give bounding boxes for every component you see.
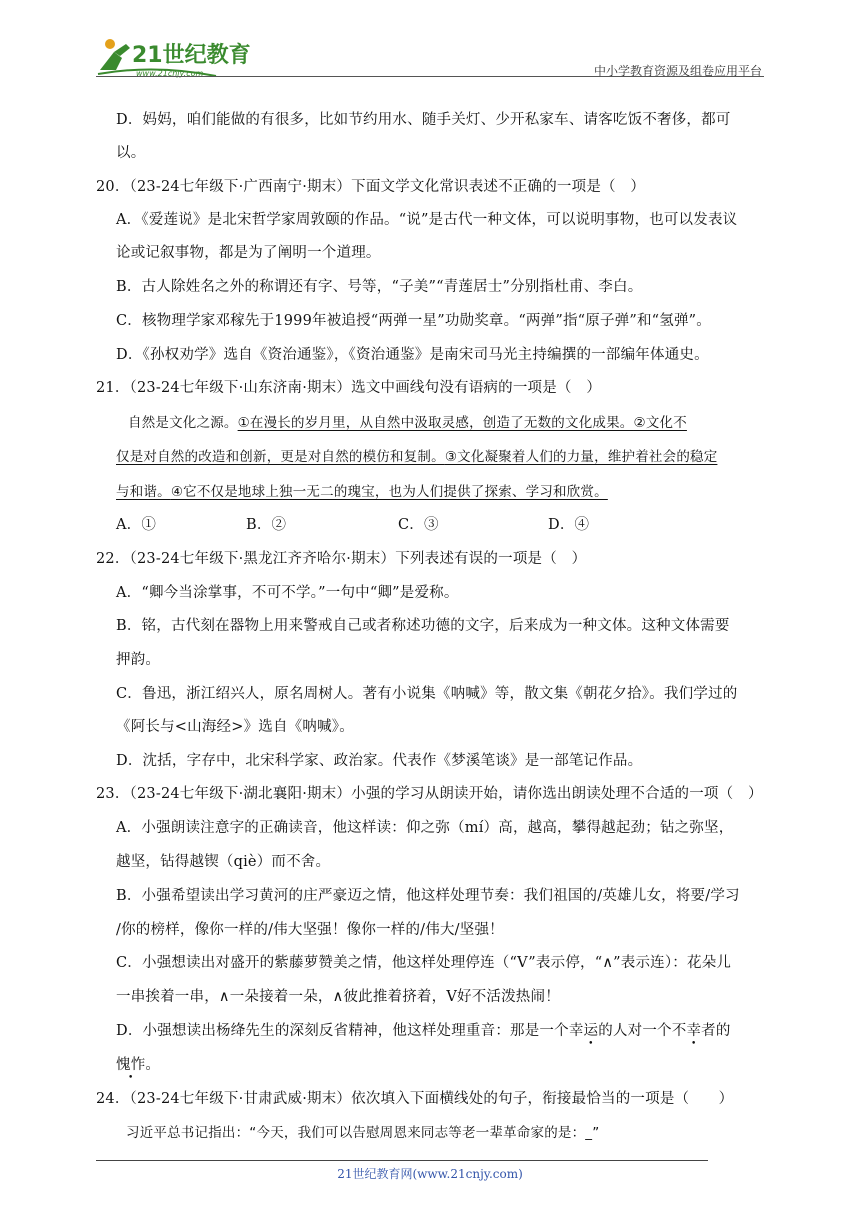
q23-d-text: 人对一个 — [612, 1023, 672, 1039]
platform-name: 中小学教育资源及组卷应用平台 — [593, 64, 762, 78]
q23-option-c-line2: 一串挨着一串，∧一朵接着一朵，∧彼此推着挤着，V好不活泼热闹！ — [116, 989, 560, 1005]
underlined-sentence-3b: 与和谐。 — [116, 484, 171, 500]
q21-passage-line3 — [116, 480, 608, 500]
header-divider — [96, 76, 764, 77]
underlined-sentence-2b: 仅是对自然的改造和创新，更是对自然的模仿和复制。 — [116, 449, 445, 465]
underlined-sentence-4: ④它不仅是地球上独一无二的瑰宝，也为人们提供了探索、学习和欣赏。 — [170, 484, 608, 500]
underlined-sentence-3a: ③文化凝聚着人们的力量，维护着社会的稳定 — [444, 449, 718, 465]
q23-d-text: D．小强想读出杨绛先生的深刻反省精神，他这样处理重音：那是一个 — [116, 1023, 569, 1039]
q23-option-b-line2: /你的榜样，像你一样的/伟大坚强！像你一样的/伟大/坚强！ — [116, 922, 504, 938]
q24-stem: 24．（23-24七年级下·甘肃武威·期末）依次填入下面横线处的句子，衔接最恰当的一项是（ ） — [96, 1091, 734, 1107]
q22-option-a: A．“卿今当涂掌事，不可不学。”一句中“卿”是爱称。 — [116, 585, 459, 601]
q23-d-text: 。 — [145, 1057, 161, 1073]
logo-url: www.21cnjy.com — [136, 69, 204, 78]
q20-option-c: C．核物理学家邓稼先于1999年被追授“两弹一星”功勋奖章。“两弹”指“原子弹”和“氢弹”。 — [116, 313, 711, 329]
q23-option-a-line1: A．小强朗读注意字的正确读音，他这样读：仰之弥（mí）高，越高，攀得越起劲；钻之弥坚， — [116, 820, 734, 836]
q23-option-d-line2 — [116, 1053, 160, 1074]
stressed-word-1: 幸运的 — [568, 1023, 613, 1039]
q22-stem: 22．（23-24七年级下·黑龙江齐齐哈尔·期末）下列表述有误的一项是（ ） — [96, 551, 587, 567]
passage-text: 自然是文化之源。 — [128, 415, 238, 431]
q22-option-d: D．沈括，字存中，北宋科学家、政治家。代表作《梦溪笔谈》是一部笔记作品。 — [116, 753, 643, 769]
q20-option-a-line1: A．《爱莲说》是北宋哲学家周敦颐的作品。“说”是古代一种文体，可以说明事物，也可以发表议 — [116, 212, 738, 228]
q23-option-b-line1: B．小强希望读出学习黄河的庄严豪迈之情，他这样处理节奏：我们祖国的/英雄儿女，将要/学习 — [116, 888, 740, 904]
stressed-word-2: 不幸者 — [671, 1023, 716, 1039]
underlined-sentence-2a: ②文化不 — [633, 415, 687, 431]
q22-option-b-line2: 押韵。 — [116, 652, 161, 668]
q19-option-d-line1: D．妈妈，咱们能做的有很多，比如节约用水、随手关灯、少开私家车、请客吃饭不奢侈，都可 — [116, 112, 731, 128]
q23-d-text: 的 — [715, 1023, 731, 1039]
q20-option-a-line2: 论或记叙事物，都是为了阐明一个道理。 — [116, 245, 381, 261]
stressed-word-3: 愧怍 — [116, 1057, 146, 1073]
q22-option-b-line1: B．铭，古代刻在器物上用来警戒自己或者称述功德的文字，后来成为一种文体。这种文体需要 — [116, 618, 730, 634]
q23-option-d-line1 — [116, 1019, 731, 1040]
q23-option-a-line2: 越坚，钻得越锲（qiè）而不舍。 — [116, 854, 331, 870]
q21-option-d: D．④ — [548, 517, 590, 533]
underlined-sentence-1: ①在漫长的岁月里，从自然中汲取灵感，创造了无数的文化成果。 — [237, 415, 634, 431]
footer-divider — [96, 1160, 708, 1161]
site-logo — [96, 34, 266, 80]
page-footer: 21世纪教育网(www.21cnjy.com) — [337, 1167, 523, 1181]
q20-option-d: D．《孙权劝学》选自《资治通鉴》，《资治通鉴》是南宋司马光主持编撰的一部编年体通史。 — [116, 347, 709, 363]
q23-stem: 23．（23-24七年级下·湖北襄阳·期末）小强的学习从朗读开始，请你选出朗读处理不合适的一项（ ） — [96, 786, 763, 802]
logo-text: 21世纪教育 — [132, 43, 251, 68]
q21-option-c: C．③ — [398, 517, 439, 533]
q20-stem: 20．（23-24七年级下·广西南宁·期末）下面文学文化常识表述不正确的一项是（ ） — [96, 179, 646, 195]
q22-option-c-line1: C．鲁迅，浙江绍兴人，原名周树人。著有小说集《呐喊》等，散文集《朝花夕拾》。我们学过的 — [116, 686, 738, 702]
q21-option-a: A．① — [116, 517, 157, 533]
q21-stem: 21．（23-24七年级下·山东济南·期末）选文中画线句没有语病的一项是（ ） — [96, 380, 602, 396]
page-header — [96, 30, 764, 82]
q19-option-d-line2: 以。 — [116, 145, 146, 161]
q21-passage-line1 — [128, 411, 687, 431]
q21-option-b: B．② — [246, 517, 287, 533]
q24-passage: 习近平总书记指出：“今天，我们可以告慰周恩来同志等老一辈革命家的是：_” — [126, 1125, 600, 1141]
q22-option-c-line2: 《阿长与<山海经>》选自《呐喊》。 — [116, 719, 354, 735]
q20-option-b: B．古人除姓名之外的称谓还有字、号等，“子美”“青莲居士”分别指杜甫、李白。 — [116, 279, 643, 295]
q23-option-c-line1: C．小强想读出对盛开的紫藤萝赞美之情，他这样处理停连（“V”表示停，“∧”表示连）：花朵儿 — [116, 955, 732, 971]
q21-passage-line2 — [116, 445, 717, 465]
